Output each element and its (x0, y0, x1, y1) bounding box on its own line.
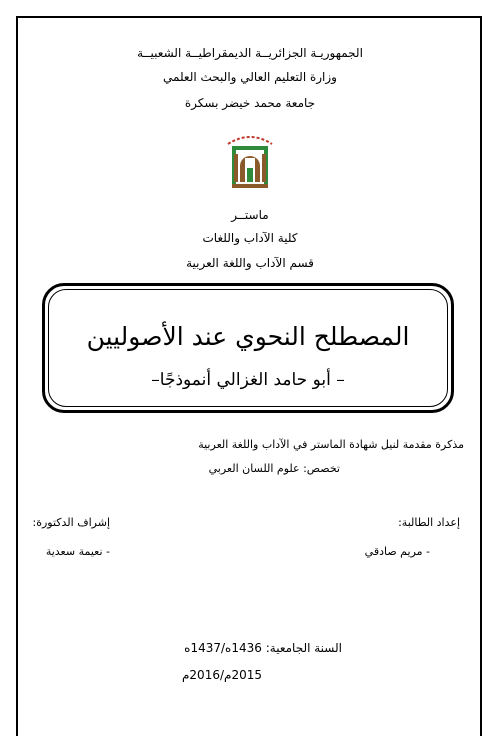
title-frame (42, 283, 454, 413)
student-name: - مريم صادقي (364, 545, 430, 558)
thesis-subtitle: – أبو حامد الغزالي أنموذجًا– (151, 370, 345, 390)
academic-year-gregorian: 2015م/2016م (181, 668, 262, 682)
supervisor-name: - نعيمة سعدية (45, 545, 110, 558)
degree-label: ماستــر (231, 208, 269, 222)
faculty-name: كلية الآداب واللغات (202, 231, 298, 245)
supervisor-label: إشراف الدكتورة: (32, 516, 110, 529)
department-name: قسم الآداب واللغة العربية (186, 256, 314, 270)
ministry-name: وزارة التعليم العالي والبحث العلمي (163, 70, 337, 84)
thesis-title: المصطلح النحوي عند الأصوليين (86, 322, 410, 351)
student-label: إعداد الطالبة: (398, 516, 460, 529)
thesis-description: مذكرة مقدمة لنيل شهادة الماستر في الآداب واللغة العربية (198, 438, 464, 451)
specialization: تخصص: علوم اللسان العربي (208, 462, 340, 475)
university-name: جامعة محمد خيضر بسكرة (184, 96, 316, 110)
academic-year-hijri: السنة الجامعية: 1436ه/1437ه (184, 641, 342, 655)
university-emblem-icon (218, 128, 282, 192)
republic-name: الجمهوريـة الجزائريــة الديمقراطيــة الشعبيــة (137, 46, 363, 60)
